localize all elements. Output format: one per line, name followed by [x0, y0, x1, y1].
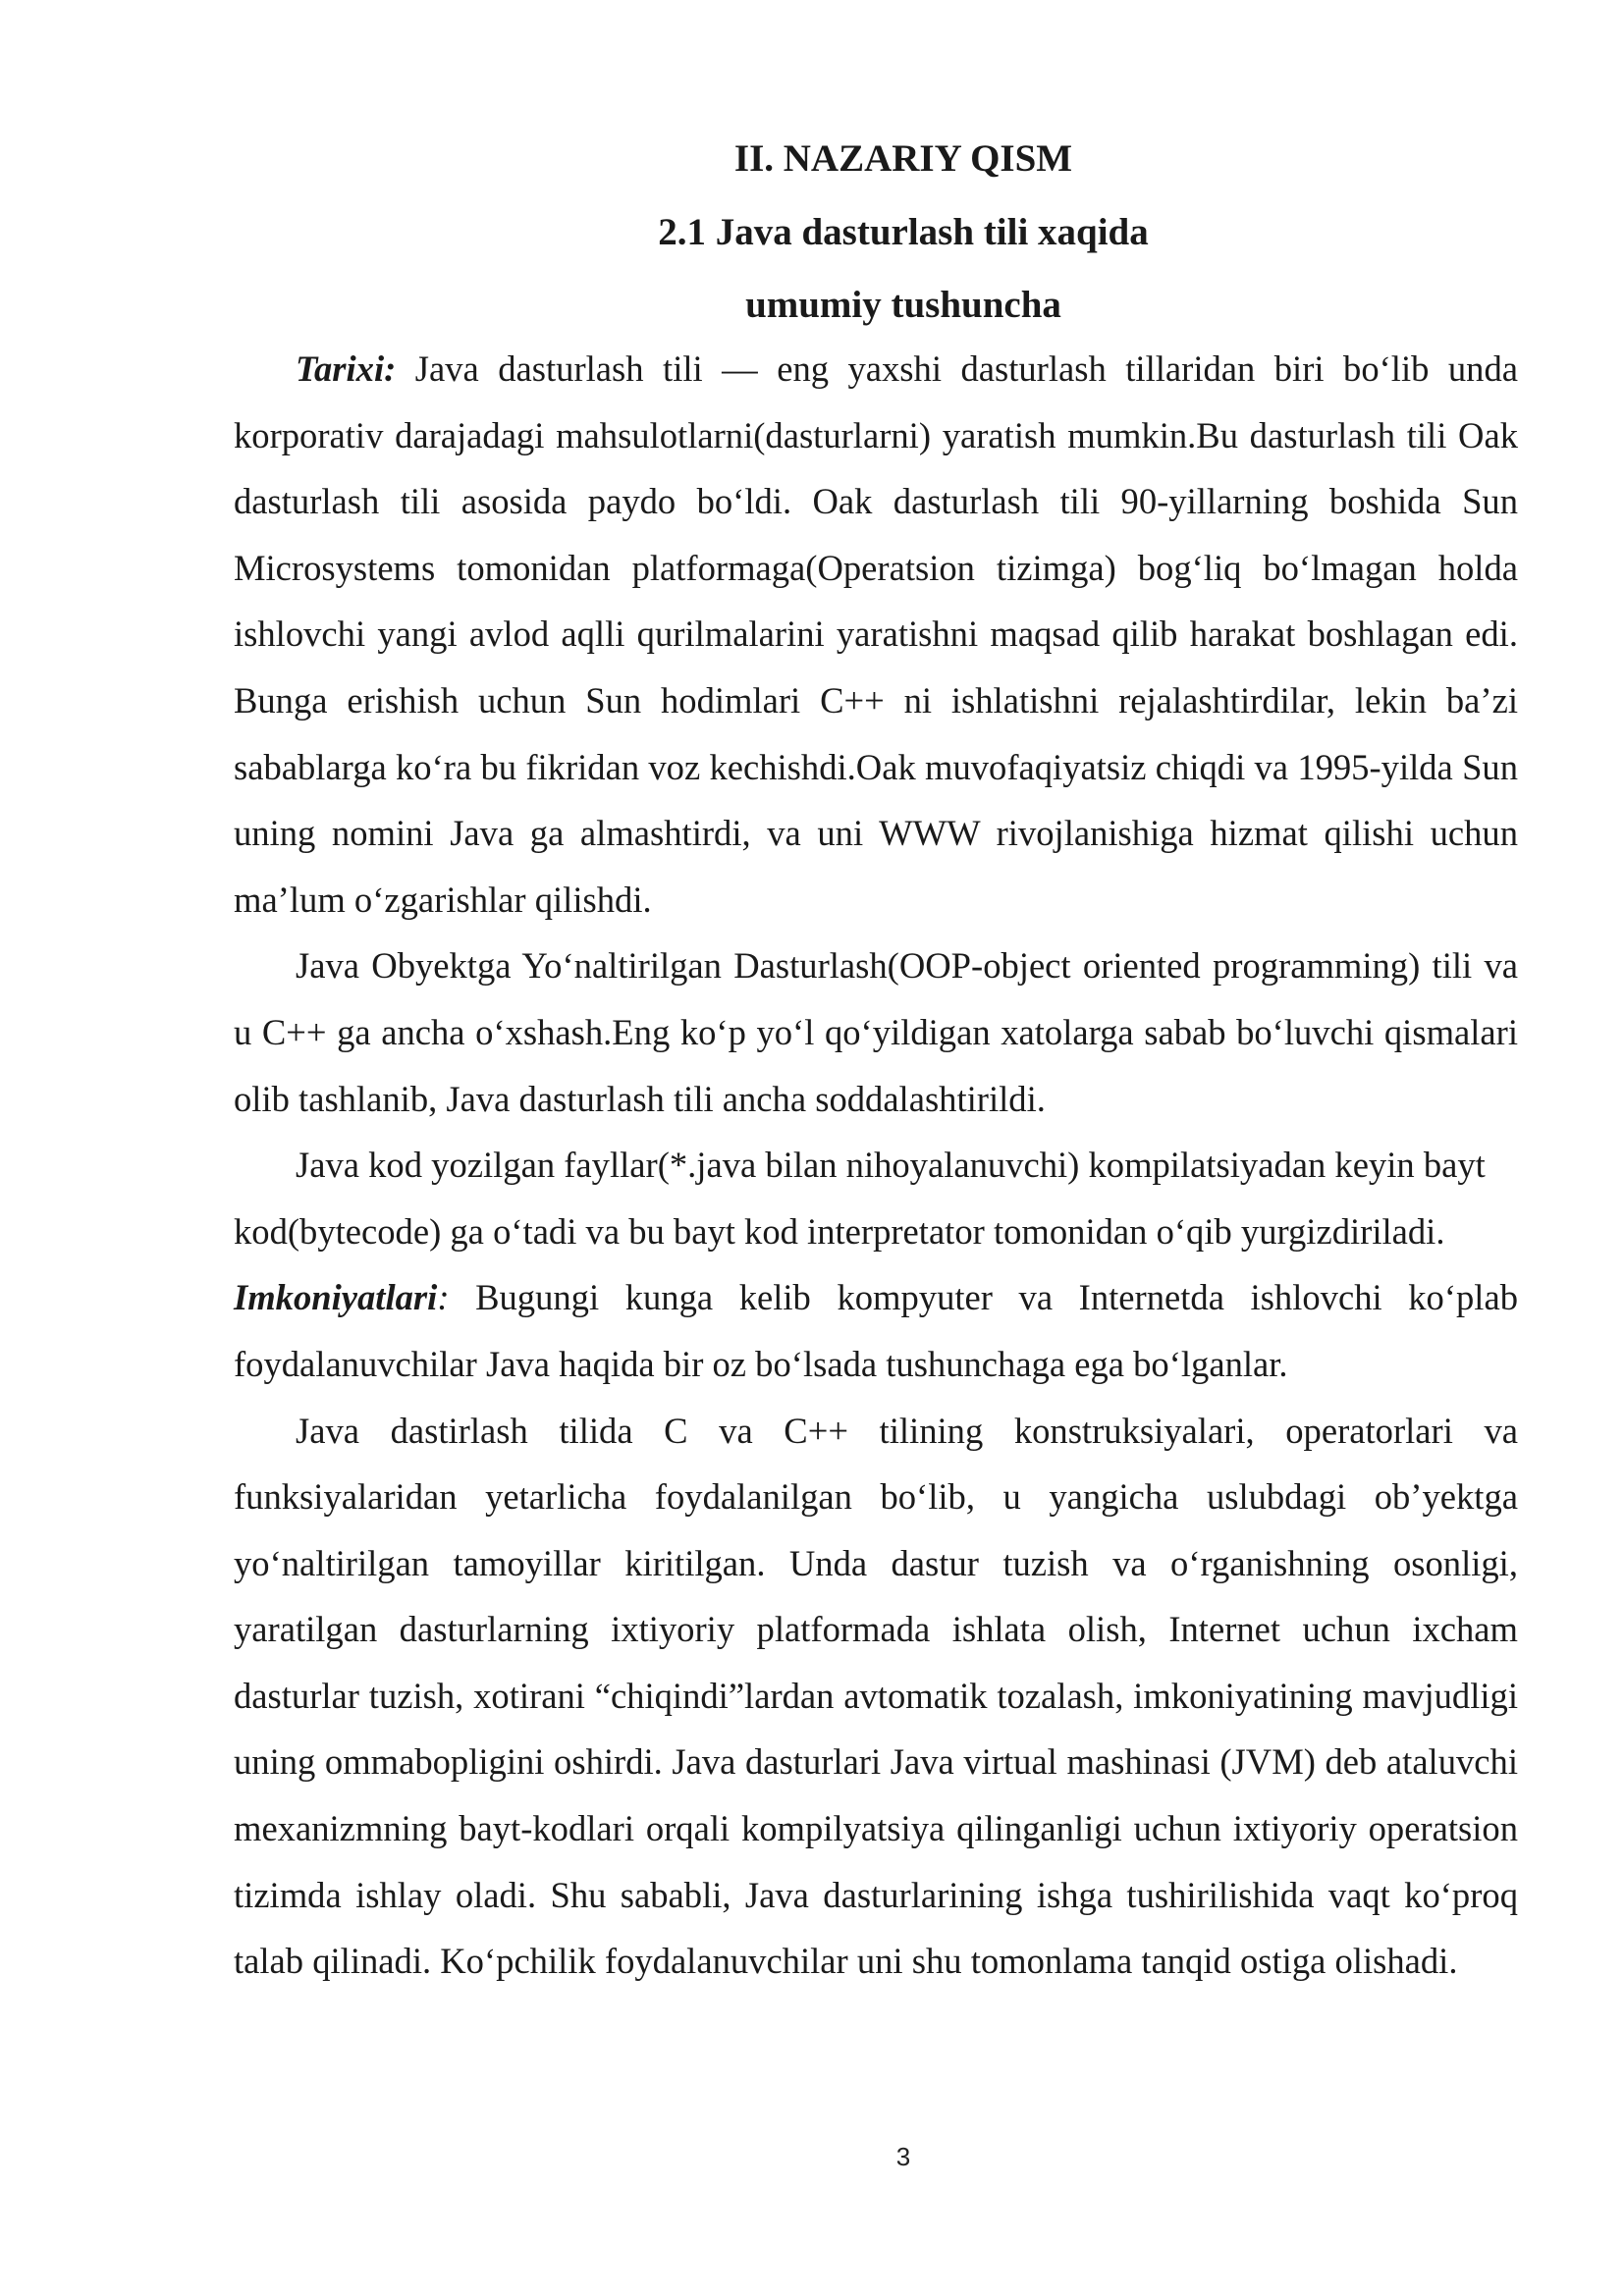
paragraph-bytecode: Java kod yozilgan fayllar(*.java bilan nihoyalanuvchi) kompilatsiyadan keyin bayt kod(bytecode) ga o‘tadi va bu bayt kod interpretator tomonidan o‘qib yurgizdiriladi. [234, 1145, 1486, 1252]
document-page [234, 0, 1518, 2296]
part-heading: II. NAZARIY QISM [733, 137, 1073, 180]
paragraph-oop: Java Obyektga Yo‘naltirilgan Dasturlash(OOP-object oriented programming) tili va u C++ ga ancha o‘xshash.Eng ko‘p yo‘l qo‘yildigan xatolarga sabab bo‘luvchi qismalari olib tashlanib, Java dasturlash tili ancha soddalashtirildi. [234, 945, 1518, 1119]
history-label: Tarixi: [296, 348, 397, 389]
capabilities-label: Imkoniyatlari [234, 1277, 438, 1318]
history-text: Java dasturlash tili — eng yaxshi dasturlash tillaridan biri bo‘lib unda korporativ darajadagi mahsulotlarni(dasturlarni) yaratish mumkin.Bu dasturlash tili Oak dasturlash tili asosida paydo bo‘ldi. Oak dasturlash tili 90-yillarning boshida Sun Microsystems tomonidan platformaga(Operatsion tizimga) bog‘liq bo‘lmagan holda ishlovchi yangi avlod aqlli qurilmalarini yaratishni maqsad qilib harakat boshlagan edi. Bunga erishish uchun Sun hodimlari C++ ni ishlatishni rejalashtirdilar, lekin ba’zi sabablarga ko‘ra bu fikridan voz kechishdi.Oak muvofaqiyatsiz chiqdi va 1995-yilda Sun uning nomini Java ga almashtirdi, va uni WWW rivojlanishiga hizmat qilishi uchun ma’lum o‘zgarishlar qilishdi. [234, 348, 1518, 920]
paragraph-capabilities [234, 1264, 1518, 1397]
body-text [234, 336, 1518, 1995]
paragraph-history [234, 336, 1518, 933]
page-number: 3 [895, 2142, 911, 2171]
paragraph-features: Java dastirlash tilida C va C++ tilining konstruksiyalari, operatorlari va funksiyalaridan yetarlicha foydalanilgan bo‘lib, u yangicha uslubdagi ob’yektga yo‘naltirilgan tamoyillar kiritilgan. Unda dastur tuzish va o‘rganishning osonligi, yaratilgan dasturlarning ixtiyoriy platformada ishlata olish, Internet uchun ixcham dasturlar tuzish, xotirani “chiqindi”lardan avtomatik tozalash, imkoniyatining mavjudligi uning ommabopligini oshirdi. Java dasturlari Java virtual mashinasi (JVM) deb ataluvchi mexanizmning bayt-kodlari orqali kompilyatsiya qilinganligi uchun ixtiyoriy operatsion tizimda ishlay oladi. Shu sababli, Java dasturlarining ishga tushirilishida vaqt ko‘proq talab qilinadi. Ko‘pchilik foydalanuvchilar uni shu tomonlama tanqid ostiga olishadi. [234, 1410, 1518, 1982]
section-heading-line-1: 2.1 Java dasturlash tili xaqida [658, 211, 1149, 253]
capabilities-colon: : [437, 1277, 450, 1318]
section-heading-line-2: umumiy tushuncha [745, 284, 1061, 326]
capabilities-text: Bugungi kunga kelib kompyuter va Internetda ishlovchi ko‘plab foydalanuvchilar Java haqida bir oz bo‘lsada tushunchaga ega bo‘lganlar. [234, 1277, 1518, 1384]
